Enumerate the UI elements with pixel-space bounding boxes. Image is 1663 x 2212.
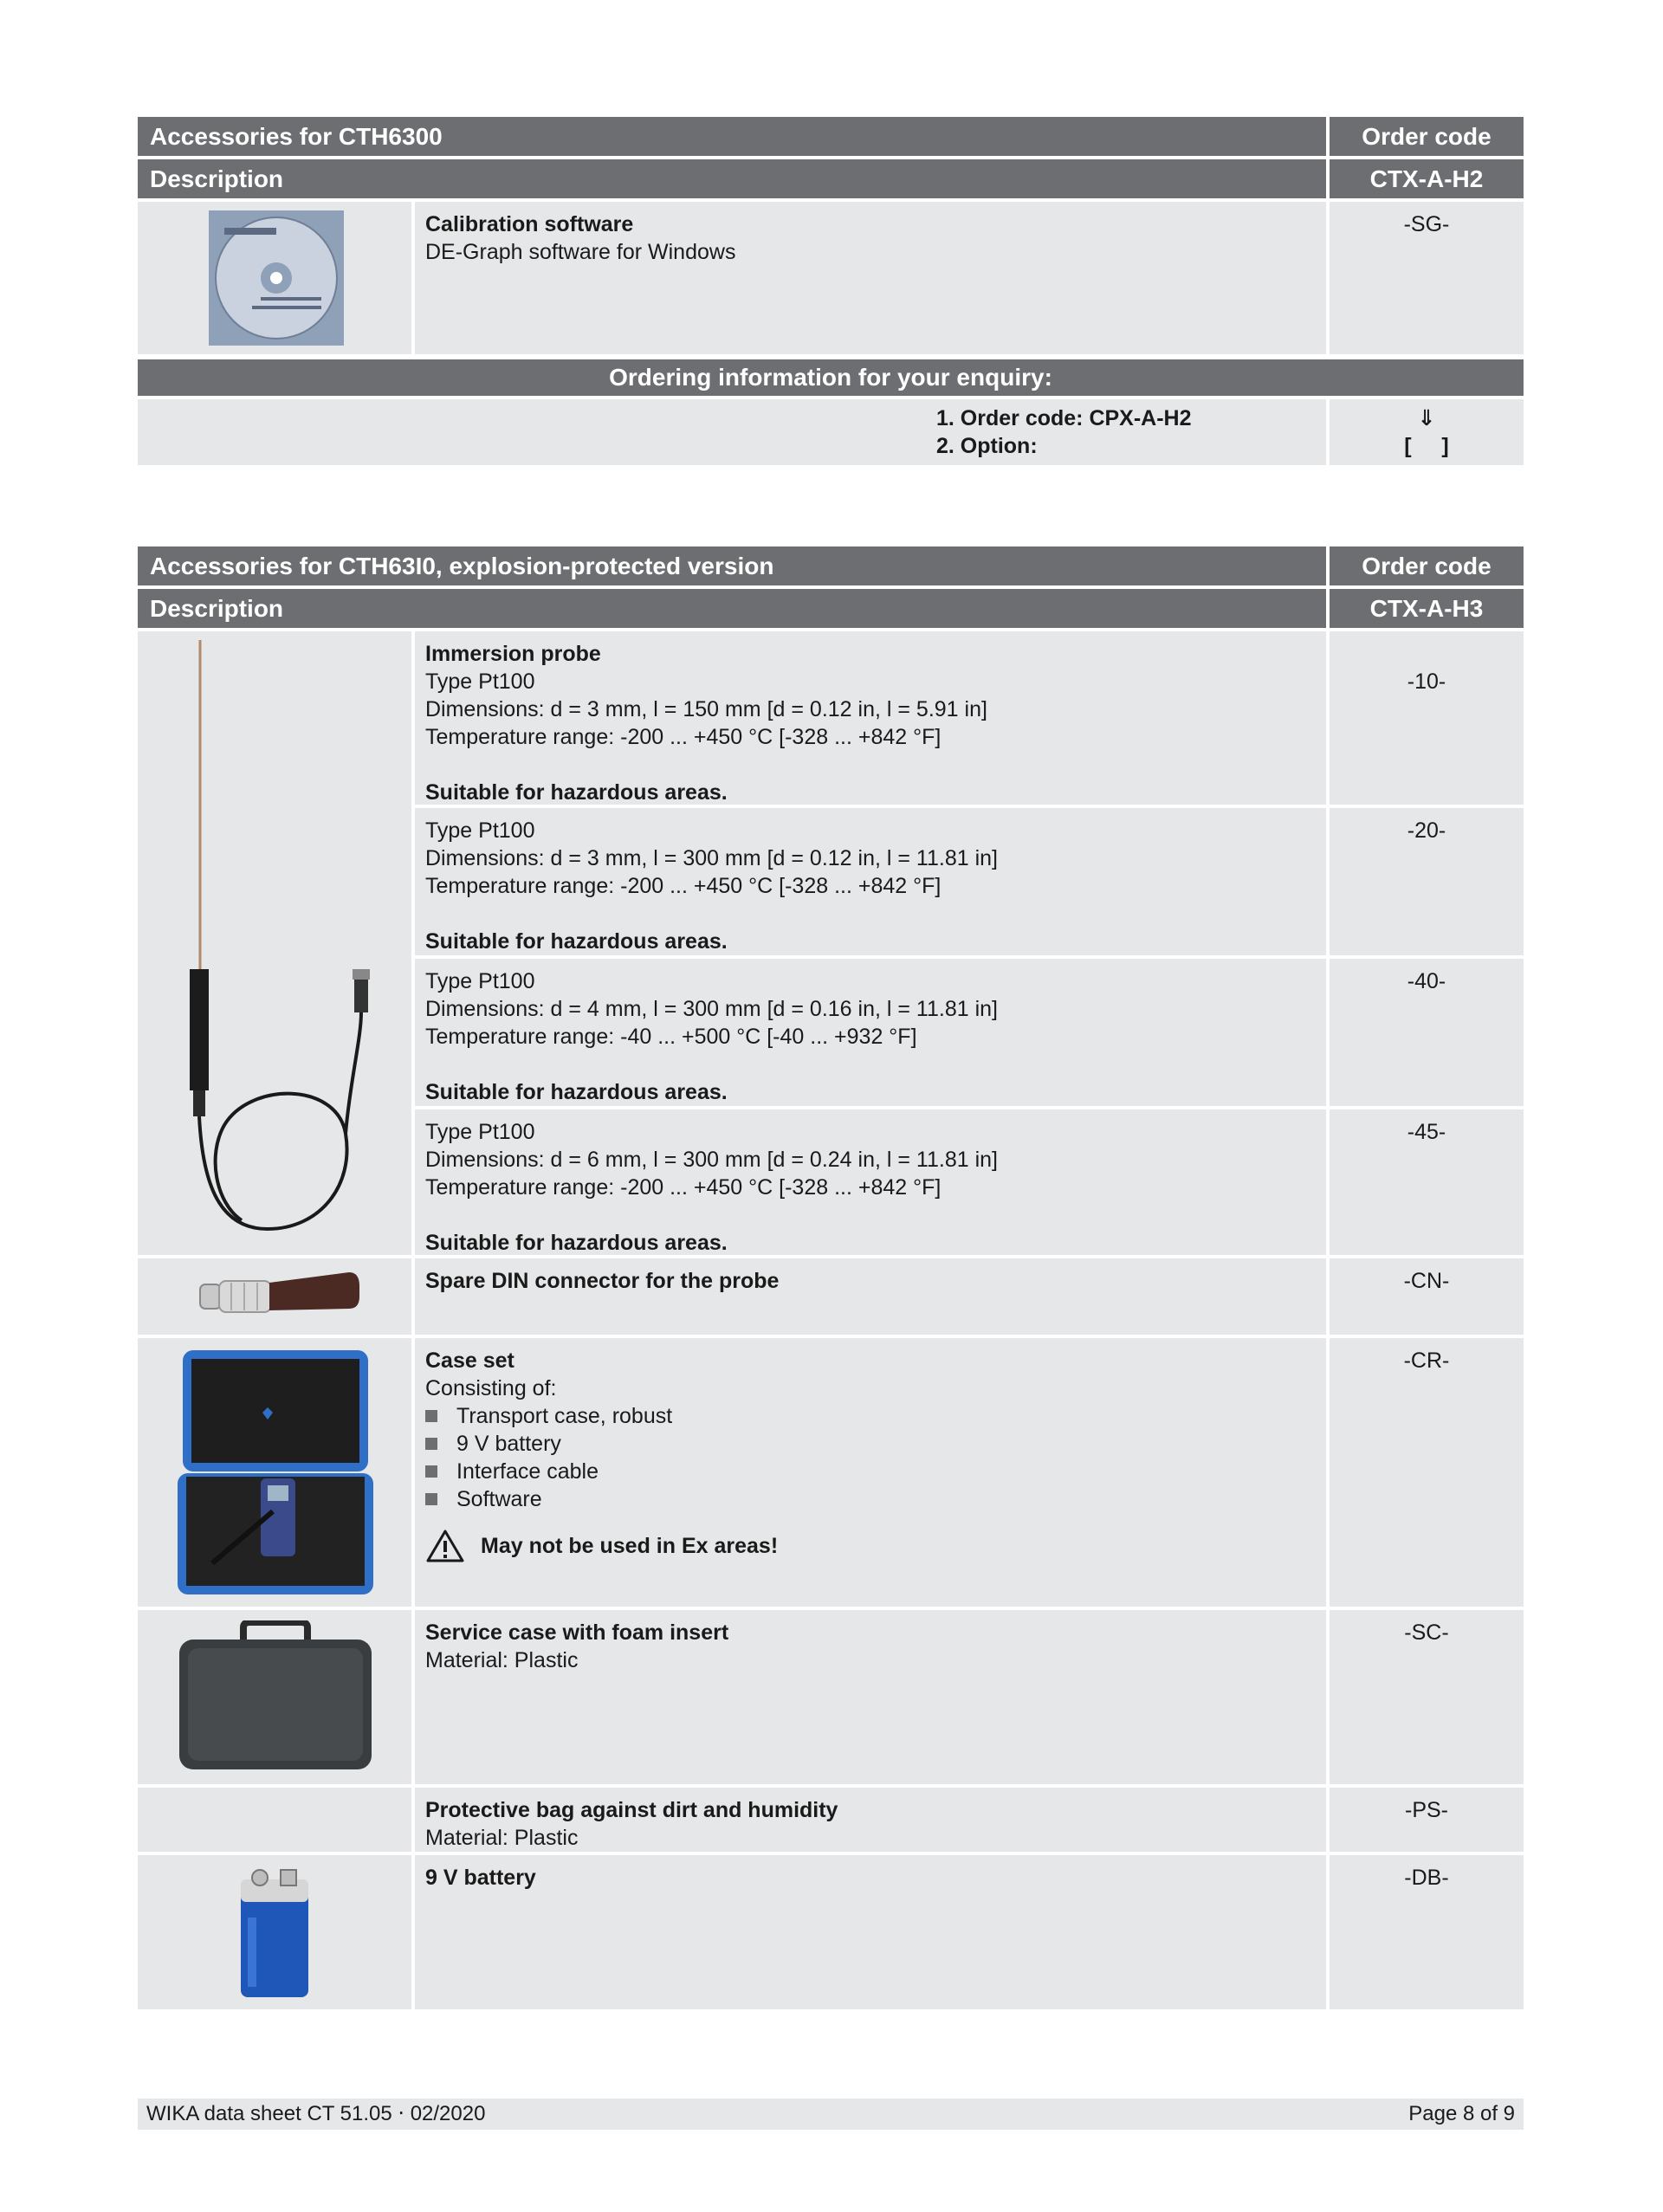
- page-number: Page 8 of 9: [1408, 2102, 1515, 2125]
- row-description: [415, 959, 1326, 1106]
- probe-type: Type Pt100: [425, 1120, 535, 1144]
- table-row: [138, 1338, 1524, 1607]
- order-code-value: CTX-A-H2: [1330, 159, 1524, 198]
- ordering-information: [138, 359, 1524, 469]
- page-footer: [138, 2099, 1524, 2130]
- datasheet-reference: WIKA data sheet CT 51.05 ⋅ 02/2020: [146, 2102, 486, 2125]
- order-code-value: CTX-A-H3: [1330, 589, 1524, 628]
- software-cd-icon: [209, 210, 344, 346]
- order-code-header: Order code: [1330, 117, 1524, 156]
- ordering-row: [138, 399, 1524, 465]
- item-material: Material: Plastic: [425, 1826, 579, 1850]
- hazard-note: Suitable for hazardous areas.: [425, 1080, 728, 1104]
- item-material: Material: Plastic: [425, 1648, 579, 1672]
- item-detail: DE-Graph software for Windows: [425, 240, 736, 264]
- bullet-square-icon: [425, 1410, 437, 1422]
- service-case-image-cell: [138, 1610, 411, 1784]
- probe-dimensions: Dimensions: d = 3 mm, l = 300 mm [d = 0.12 in, l = 11.81 in]: [425, 846, 998, 870]
- description-header: Description: [138, 589, 1326, 628]
- din-image-cell: [138, 1258, 411, 1335]
- table-title: Accessories for CTH6300: [138, 117, 1326, 156]
- bag-image-cell: [138, 1788, 411, 1852]
- probe-dimensions: Dimensions: d = 6 mm, l = 300 mm [d = 0.24 in, l = 11.81 in]: [425, 1148, 998, 1172]
- item-order-code: -10-: [1330, 631, 1524, 805]
- row-description: [415, 1788, 1326, 1852]
- order-code-line: 1. Order code: CPX-A-H2: [936, 406, 1192, 430]
- item-title: Immersion probe: [425, 642, 601, 666]
- probe-image-cell: [138, 631, 411, 1255]
- caseset-intro: Consisting of:: [425, 1376, 557, 1400]
- table-subheader-row: [138, 159, 1524, 198]
- hazard-note: Suitable for hazardous areas.: [425, 780, 728, 805]
- table-row: [138, 202, 1524, 354]
- accessories-table-cth6300: [138, 117, 1524, 358]
- battery-icon: [236, 1866, 314, 2001]
- probe-type: Type Pt100: [425, 969, 535, 993]
- list-item: Transport case, robust: [425, 1402, 1316, 1430]
- din-connector-icon: [197, 1265, 361, 1326]
- row-description: [415, 1258, 1326, 1335]
- item-title: Case set: [425, 1349, 514, 1373]
- warning-triangle-icon: [425, 1529, 465, 1563]
- item-title: 9 V battery: [425, 1866, 536, 1890]
- probe-type: Type Pt100: [425, 669, 535, 694]
- item-order-code: -40-: [1330, 959, 1524, 1106]
- row-description: [415, 1109, 1326, 1255]
- item-title: Calibration software: [425, 212, 634, 236]
- probe-temperature: Temperature range: -40 ... +500 °C [-40 ... +932 °F]: [425, 1025, 917, 1049]
- table-row: [138, 1855, 1524, 2009]
- probe-temperature: Temperature range: -200 ... +450 °C [-328 ... +842 °F]: [425, 725, 942, 749]
- item-order-code: -PS-: [1330, 1788, 1524, 1852]
- item-order-code: -SC-: [1330, 1610, 1524, 1784]
- ordering-header-row: [138, 359, 1524, 396]
- description-header: Description: [138, 159, 1326, 198]
- warning-note: May not be used in Ex areas!: [425, 1529, 1316, 1563]
- item-title: Service case with foam insert: [425, 1620, 729, 1645]
- table-title: Accessories for CTH63I0, explosion-protected version: [138, 547, 1326, 585]
- row-description: [415, 1338, 1326, 1607]
- item-order-code: -45-: [1330, 1109, 1524, 1255]
- hazard-note: Suitable for hazardous areas.: [425, 1231, 728, 1255]
- ordering-marks: [1330, 399, 1524, 465]
- row-description: [415, 808, 1326, 955]
- option-bracket: [ ]: [1404, 434, 1449, 458]
- list-item: 9 V battery: [425, 1430, 1316, 1458]
- row-description: [415, 631, 1326, 805]
- table-row: [138, 1258, 1524, 1335]
- immersion-probe-icon: [138, 631, 411, 1255]
- service-case-icon: [176, 1620, 375, 1773]
- case-set-icon: [178, 1347, 373, 1598]
- item-order-code: -DB-: [1330, 1855, 1524, 2009]
- probe-type: Type Pt100: [425, 818, 535, 843]
- ordering-lines: [138, 399, 1326, 465]
- item-title: Spare DIN connector for the probe: [425, 1269, 780, 1293]
- hazard-note: Suitable for hazardous areas.: [425, 929, 728, 954]
- row-description: [415, 202, 1326, 354]
- row-description: [415, 1855, 1326, 2009]
- item-order-code: -CN-: [1330, 1258, 1524, 1335]
- bullet-square-icon: [425, 1493, 437, 1505]
- table-row: [138, 1788, 1524, 1852]
- table-header-row: [138, 117, 1524, 156]
- probe-temperature: Temperature range: -200 ... +450 °C [-328 ... +842 °F]: [425, 874, 942, 898]
- bullet-square-icon: [425, 1438, 437, 1450]
- ordering-title: Ordering information for your enquiry:: [138, 359, 1524, 396]
- table-header-row: [138, 547, 1524, 585]
- table-row: [138, 1610, 1524, 1784]
- down-arrow-icon: ⇓: [1417, 406, 1436, 430]
- cd-image-cell: [138, 202, 411, 354]
- item-order-code: -20-: [1330, 808, 1524, 955]
- item-order-code: -SG-: [1330, 202, 1524, 354]
- row-description: [415, 1610, 1326, 1784]
- probe-temperature: Temperature range: -200 ... +450 °C [-328 ... +842 °F]: [425, 1175, 942, 1200]
- bullet-square-icon: [425, 1465, 437, 1478]
- order-code-header: Order code: [1330, 547, 1524, 585]
- immersion-probe-block: [138, 631, 1524, 1255]
- accessories-table-cth6310: [138, 547, 1524, 2013]
- probe-dimensions: Dimensions: d = 4 mm, l = 300 mm [d = 0.16 in, l = 11.81 in]: [425, 997, 998, 1021]
- list-item: Interface cable: [425, 1458, 1316, 1485]
- option-line: 2. Option:: [936, 434, 1038, 458]
- item-order-code: -CR-: [1330, 1338, 1524, 1607]
- table-subheader-row: [138, 589, 1524, 628]
- caseset-image-cell: [138, 1338, 411, 1607]
- probe-dimensions: Dimensions: d = 3 mm, l = 150 mm [d = 0.12 in, l = 5.91 in]: [425, 697, 987, 721]
- item-title: Protective bag against dirt and humidity: [425, 1798, 838, 1822]
- battery-image-cell: [138, 1855, 411, 2009]
- list-item: Software: [425, 1485, 1316, 1513]
